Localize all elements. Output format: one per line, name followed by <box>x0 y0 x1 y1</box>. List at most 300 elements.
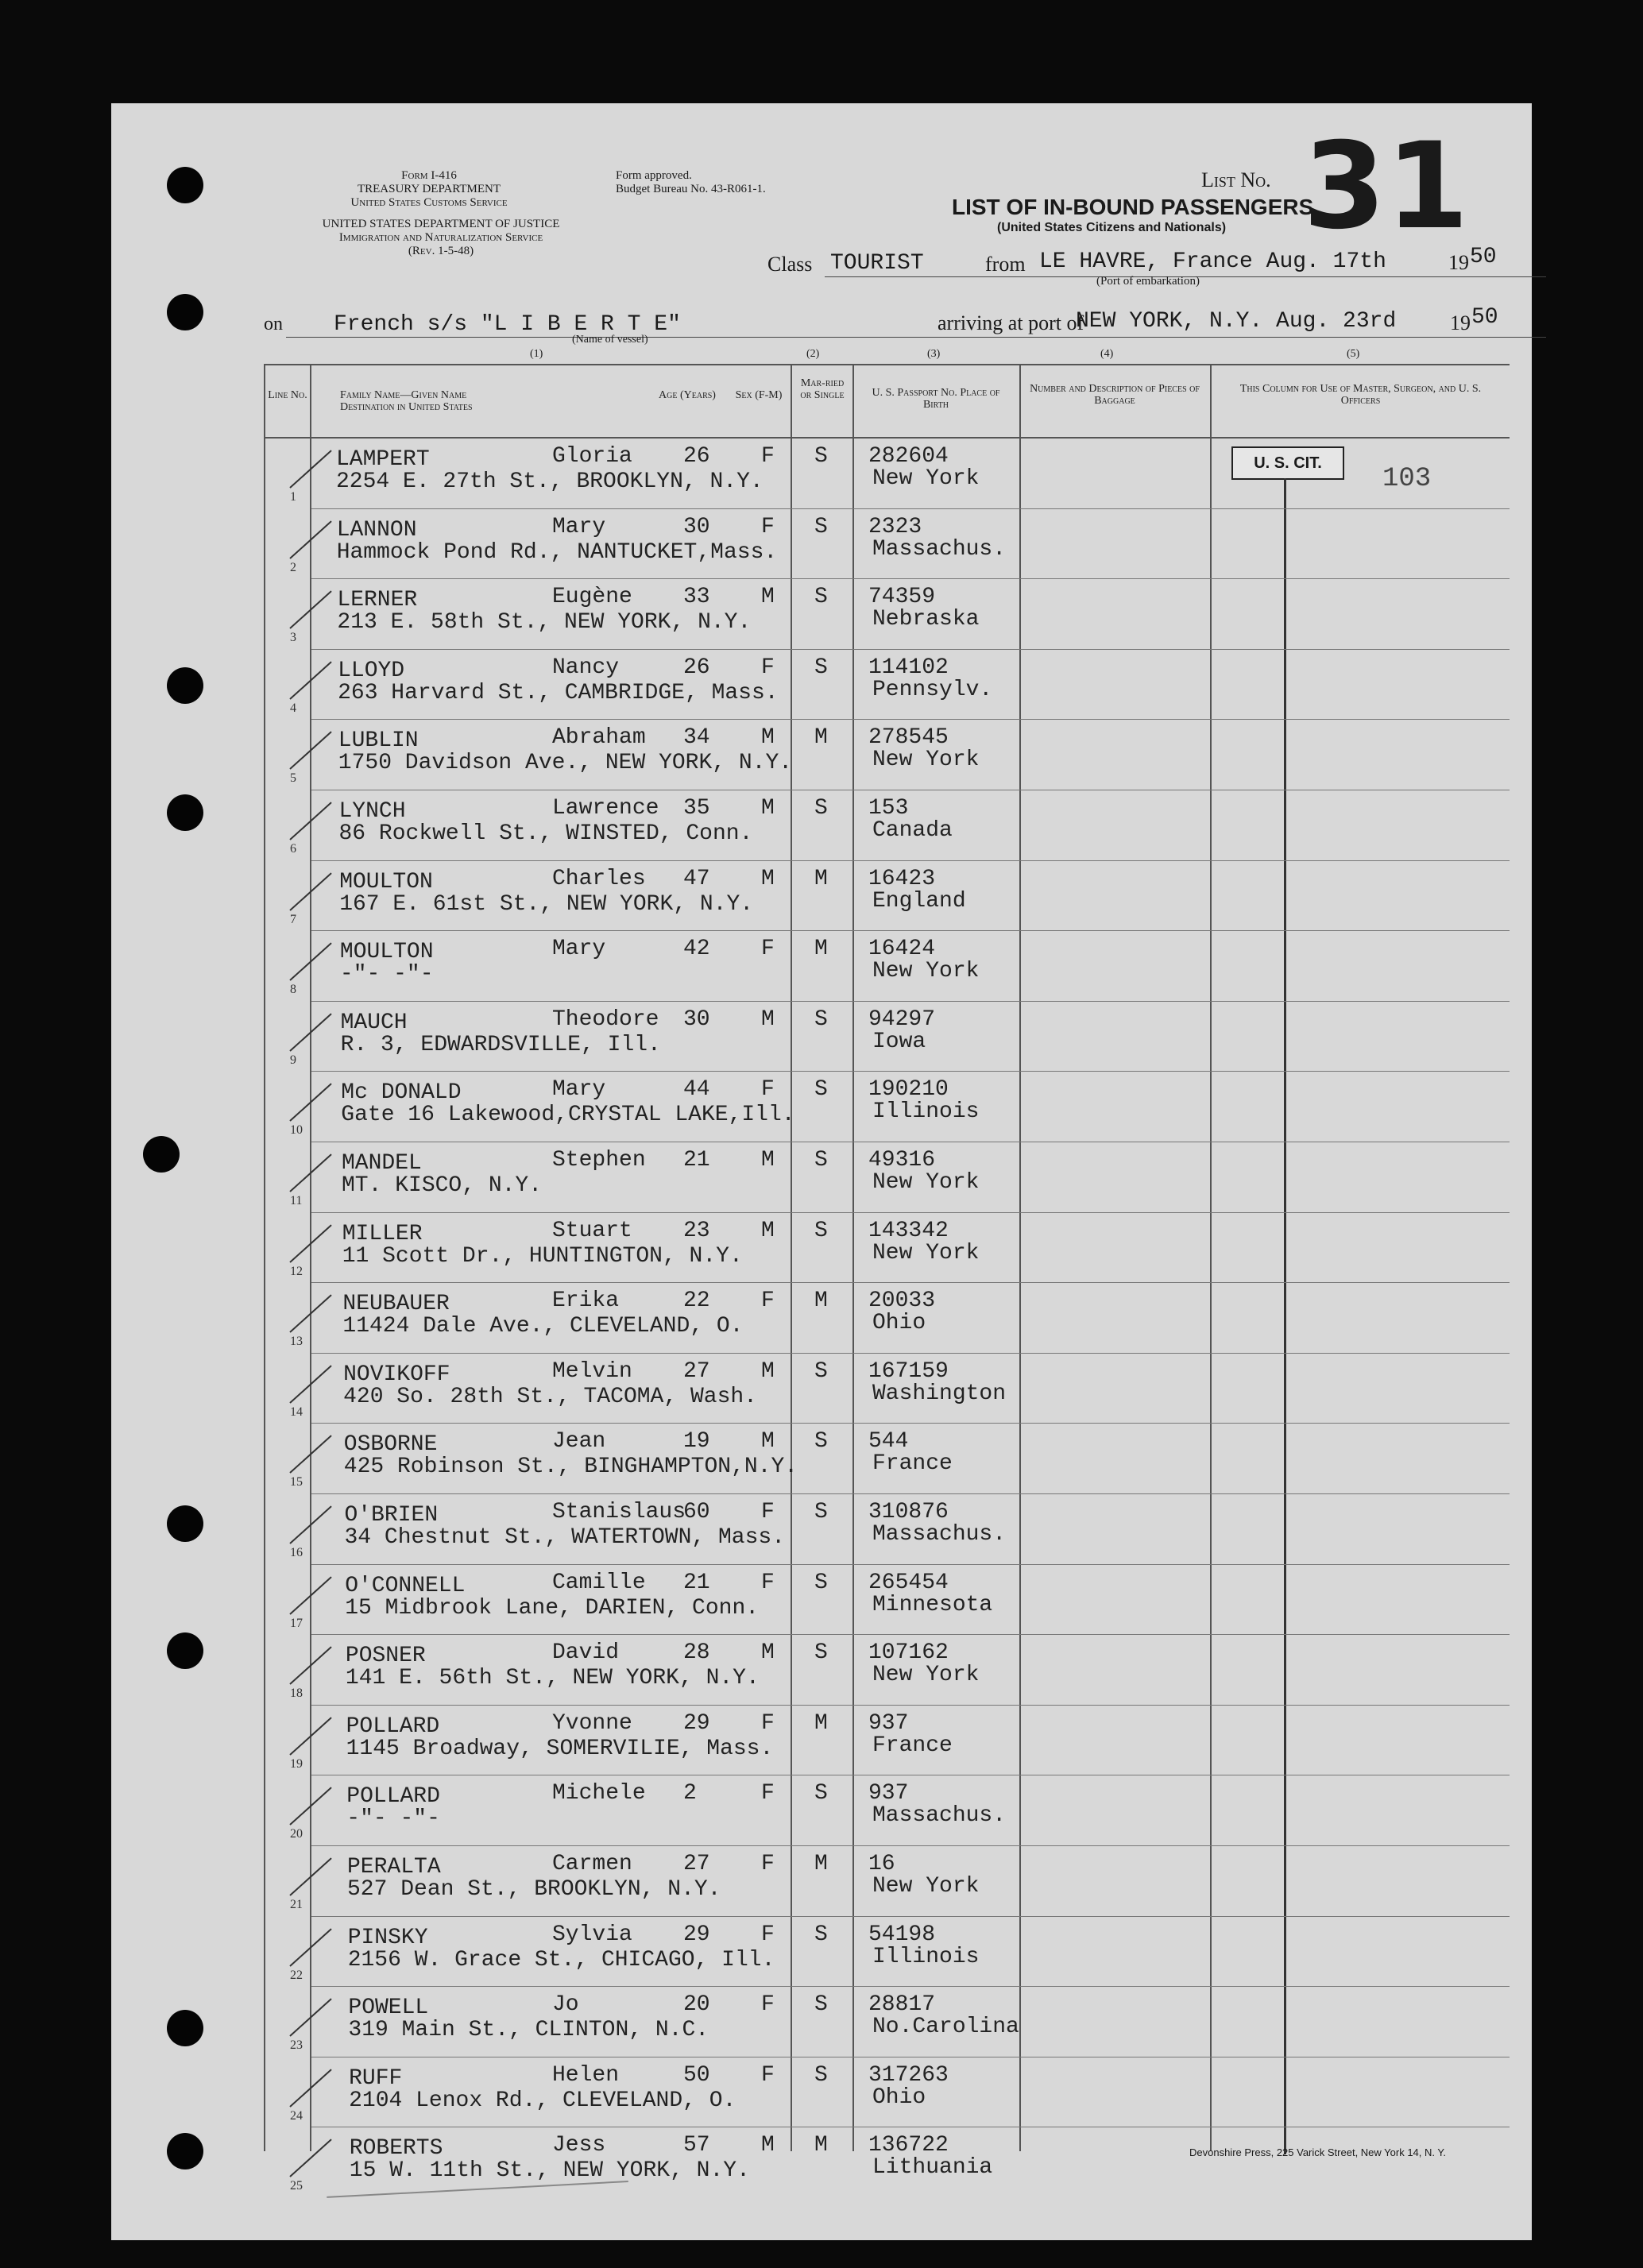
passenger-birthplace: New York <box>872 1170 980 1195</box>
passenger-family-name: Mc DONALD <box>341 1080 462 1106</box>
row-divider <box>311 1423 1510 1424</box>
passenger-birthplace: Ohio <box>872 1311 926 1336</box>
passenger-family-name: LAMPERT <box>336 447 430 472</box>
passenger-passport-no: 167159 <box>868 1358 949 1384</box>
passenger-passport-no: 153 <box>868 796 909 821</box>
line-number: 13 <box>290 1335 303 1349</box>
col-header-baggage: Number and Description of Pieces of Baggage <box>1030 383 1200 407</box>
passenger-destination: 213 E. 58th St., NEW YORK, N.Y. <box>337 610 752 636</box>
row-divider <box>311 1353 1510 1354</box>
line-number: 7 <box>290 912 296 926</box>
passenger-family-name: MAUCH <box>340 1010 408 1035</box>
from-label: from <box>985 253 1026 276</box>
col-header-line: Line No. <box>268 389 307 401</box>
passenger-given-name: Eugène <box>552 585 632 610</box>
form-number: Form I-416 <box>401 169 457 182</box>
passenger-given-name: Gloria <box>552 444 632 469</box>
passenger-family-name: POLLARD <box>346 1784 440 1810</box>
line-number: 10 <box>290 1123 303 1138</box>
passenger-marital-status: S <box>814 1570 828 1595</box>
passenger-passport-no: 16423 <box>868 866 936 891</box>
passenger-birthplace: New York <box>872 959 980 984</box>
passenger-destination: 2104 Lenox Rd., CLEVELAND, O. <box>349 2088 736 2113</box>
arrive-year-prefix: 19 <box>1450 311 1471 334</box>
row-divider <box>311 1282 1510 1283</box>
ins-label: Immigration and Naturalization Service <box>338 231 543 244</box>
passenger-family-name: RUFF <box>349 2065 403 2091</box>
passenger-family-name: LYNCH <box>338 799 406 824</box>
passenger-passport-no: 20033 <box>868 1289 936 1314</box>
punch-hole <box>167 167 203 203</box>
port-embarkation-label: (Port of embarkation) <box>1096 275 1200 288</box>
column-number-5: (5) <box>1347 348 1360 360</box>
passenger-age: 35 <box>683 796 710 821</box>
line-number: 9 <box>290 1053 296 1067</box>
passenger-age: 21 <box>683 1148 710 1173</box>
passenger-passport-no: 54198 <box>868 1922 936 1947</box>
passenger-passport-no: 190210 <box>868 1077 949 1103</box>
passenger-family-name: PERALTA <box>347 1855 441 1880</box>
passenger-birthplace: Illinois <box>872 1944 980 1969</box>
passenger-age: 27 <box>683 1358 710 1384</box>
passenger-marital-status: S <box>814 1781 828 1806</box>
passenger-marital-status: M <box>814 1710 828 1736</box>
passenger-family-name: LANNON <box>336 517 417 543</box>
line-number: 17 <box>290 1616 303 1630</box>
passenger-family-name: ROBERTS <box>349 2136 443 2162</box>
passenger-family-name: OSBORNE <box>343 1432 438 1458</box>
passenger-given-name: Nancy <box>552 655 620 680</box>
passenger-passport-no: 282604 <box>868 444 949 469</box>
from-value: LE HAVRE, France Aug. 17th <box>1039 249 1386 274</box>
passenger-family-name: LUBLIN <box>338 728 419 754</box>
passenger-sex: M <box>761 1006 775 1032</box>
from-year: 50 <box>1470 245 1497 269</box>
passenger-birthplace: Pennsylv. <box>872 677 993 702</box>
passenger-age: 44 <box>683 1077 710 1103</box>
passenger-passport-no: 265454 <box>868 1570 949 1595</box>
passenger-passport-no: 94297 <box>868 1006 936 1032</box>
line-number: 4 <box>290 701 296 715</box>
list-number: 31 <box>1303 118 1469 256</box>
form-approved <box>616 169 766 196</box>
passenger-marital-status: S <box>814 1148 828 1173</box>
passenger-age: 22 <box>683 1289 710 1314</box>
passenger-given-name: Carmen <box>552 1852 632 1876</box>
column-number-2: (2) <box>806 348 820 360</box>
line-number: 1 <box>290 490 296 504</box>
from-year-prefix: 19 <box>1448 251 1469 274</box>
row-divider <box>311 1493 1510 1494</box>
passenger-given-name: Camille <box>552 1570 646 1595</box>
passenger-destination: 2156 W. Grace St., CHICAGO, Ill. <box>347 1947 775 1972</box>
passenger-sex: F <box>761 1500 775 1524</box>
passenger-given-name: Mary <box>552 1077 606 1103</box>
arriving-label: arriving at port of <box>937 311 1084 334</box>
passenger-given-name: Helen <box>552 2062 620 2088</box>
passenger-sex: F <box>761 1710 775 1736</box>
line-number: 24 <box>290 2108 303 2123</box>
passenger-marital-status: S <box>814 514 828 539</box>
passenger-birthplace: Iowa <box>872 1029 926 1054</box>
row-divider <box>311 1001 1510 1002</box>
passenger-given-name: Lawrence <box>552 796 659 821</box>
passenger-marital-status: S <box>814 1429 828 1455</box>
list-title: LIST OF IN-BOUND PASSENGERS <box>952 195 1314 219</box>
passenger-destination: Gate 16 Lakewood,CRYSTAL LAKE,Ill. <box>341 1103 795 1128</box>
passenger-given-name: Stephen <box>552 1148 646 1173</box>
passenger-marital-status: S <box>814 796 828 821</box>
passenger-destination: Hammock Pond Rd., NANTUCKET,Mass. <box>336 539 778 565</box>
passenger-age: 21 <box>683 1570 710 1595</box>
passenger-passport-no: 74359 <box>868 585 936 610</box>
passenger-marital-status: S <box>814 2062 828 2088</box>
passenger-sex: F <box>761 1570 775 1595</box>
passenger-birthplace: Massachus. <box>872 536 1007 562</box>
passenger-sex: M <box>761 796 775 821</box>
punch-hole <box>143 1136 180 1173</box>
punch-hole <box>167 2133 203 2169</box>
passenger-destination: 319 Main St., CLINTON, N.C. <box>348 2018 709 2043</box>
passenger-birthplace: Lithuania <box>872 2155 993 2181</box>
line-number: 18 <box>290 1687 303 1701</box>
passenger-birthplace: New York <box>872 1874 980 1899</box>
passenger-family-name: POSNER <box>345 1644 426 1669</box>
passenger-passport-no: 317263 <box>868 2062 949 2088</box>
passenger-given-name: Jean <box>552 1429 606 1455</box>
passenger-age: 60 <box>683 1500 710 1524</box>
passenger-sex: M <box>761 866 775 891</box>
passenger-family-name: POLLARD <box>346 1714 440 1739</box>
row-divider <box>311 1564 1510 1565</box>
passenger-birthplace: Massachus. <box>872 1522 1007 1547</box>
passenger-given-name: Mary <box>552 937 606 962</box>
row-divider <box>311 1071 1510 1072</box>
passenger-age: 42 <box>683 937 710 962</box>
passenger-sex: F <box>761 1289 775 1314</box>
passenger-sex: F <box>761 937 775 962</box>
passenger-birthplace: France <box>872 1451 953 1477</box>
passenger-given-name: Jess <box>552 2133 606 2158</box>
passenger-family-name: NOVIKOFF <box>343 1362 450 1387</box>
column-number-1: (1) <box>530 348 543 360</box>
row-divider <box>311 1212 1510 1213</box>
row-divider <box>311 649 1510 650</box>
passenger-marital-status: M <box>814 725 828 751</box>
passenger-sex: M <box>761 1429 775 1455</box>
row-divider <box>311 1845 1510 1846</box>
list-subtitle: (United States Citizens and Nationals) <box>997 221 1227 234</box>
passenger-passport-no: 2323 <box>868 514 922 539</box>
passenger-age: 47 <box>683 866 710 891</box>
passenger-marital-status: S <box>814 1992 828 2018</box>
passenger-passport-no: 49316 <box>868 1148 936 1173</box>
passenger-passport-no: 114102 <box>868 655 949 680</box>
vessel-name: French s/s "L I B E R T E" <box>334 312 681 337</box>
passenger-age: 2 <box>683 1781 697 1806</box>
punch-hole <box>167 294 203 330</box>
passenger-age: 50 <box>683 2062 710 2088</box>
justice-label: UNITED STATES DEPARTMENT OF JUSTICE <box>322 218 560 230</box>
passenger-given-name: Jo <box>552 1992 579 2018</box>
passenger-birthplace: England <box>872 888 966 914</box>
passenger-passport-no: 544 <box>868 1429 909 1455</box>
passenger-marital-status: S <box>814 585 828 610</box>
passenger-sex: M <box>761 725 775 751</box>
passenger-given-name: Stuart <box>552 1218 632 1243</box>
passenger-marital-status: M <box>814 1852 828 1876</box>
passenger-birthplace: Washington <box>872 1381 1007 1406</box>
punch-hole <box>167 1505 203 1542</box>
col-header-married: Mar-ried or Single <box>800 377 845 401</box>
passenger-birthplace: Ohio <box>872 2084 926 2110</box>
line-number: 20 <box>290 1827 303 1841</box>
passenger-marital-status: M <box>814 2133 828 2158</box>
passenger-given-name: Abraham <box>552 725 646 751</box>
manifest-page <box>111 103 1532 2240</box>
punch-hole <box>167 667 203 704</box>
col-header-officers: This Column for Use of Master, Surgeon, and U. S. Officers <box>1239 383 1482 407</box>
us-citizen-stamp-text: U. S. CIT. <box>1254 454 1322 472</box>
line-number: 14 <box>290 1404 303 1419</box>
passenger-destination: 425 Robinson St., BINGHAMPTON,N.Y. <box>343 1455 798 1480</box>
line-number: 19 <box>290 1756 303 1771</box>
punch-hole <box>167 1632 203 1669</box>
passenger-destination: R. 3, EDWARDSVILLE, Ill. <box>340 1032 661 1057</box>
passenger-destination: 141 E. 56th St., NEW YORK, N.Y. <box>345 1666 760 1691</box>
passenger-passport-no: 937 <box>868 1710 909 1736</box>
passenger-passport-no: 136722 <box>868 2133 949 2158</box>
passenger-marital-status: S <box>814 1218 828 1243</box>
line-number: 16 <box>290 1546 303 1559</box>
passenger-given-name: Sylvia <box>552 1922 632 1947</box>
passenger-destination: -"- -"- <box>346 1806 440 1832</box>
passenger-destination: 86 Rockwell St., WINSTED, Conn. <box>338 821 753 846</box>
passenger-destination: 15 Midbrook Lane, DARIEN, Conn. <box>345 1595 760 1621</box>
passenger-sex: F <box>761 1922 775 1947</box>
passenger-given-name: Erika <box>552 1289 620 1314</box>
passenger-age: 33 <box>683 585 710 610</box>
class-value: TOURIST <box>830 251 924 276</box>
row-divider <box>311 508 1510 509</box>
passenger-sex: F <box>761 655 775 680</box>
column-number-3: (3) <box>927 348 941 360</box>
passenger-sex: F <box>761 1992 775 2018</box>
passenger-marital-status: S <box>814 655 828 680</box>
passenger-destination: 527 Dean St., BROOKLYN, N.Y. <box>347 1877 721 1902</box>
passenger-family-name: MOULTON <box>339 869 433 894</box>
passenger-family-name: LLOYD <box>338 658 405 683</box>
passenger-birthplace: No.Carolina <box>872 2015 1019 2040</box>
line-number: 6 <box>290 842 296 856</box>
line-number: 15 <box>290 1475 303 1489</box>
col-header-age: Age (Years) <box>659 389 716 401</box>
justice-header <box>266 218 616 258</box>
passenger-sex: F <box>761 1077 775 1103</box>
passenger-birthplace: New York <box>872 1663 980 1688</box>
passenger-marital-status: S <box>814 1640 828 1666</box>
line-number: 23 <box>290 2038 303 2053</box>
passenger-age: 27 <box>683 1852 710 1876</box>
line-number: 3 <box>290 631 296 645</box>
passenger-marital-status: M <box>814 1289 828 1314</box>
passenger-sex: M <box>761 1148 775 1173</box>
arriving-value: NEW YORK, N.Y. Aug. 23rd <box>1076 309 1397 334</box>
column-number-4: (4) <box>1100 348 1114 360</box>
passenger-passport-no: 16 <box>868 1852 895 1876</box>
passenger-age: 26 <box>683 444 710 469</box>
passenger-family-name: PINSKY <box>347 1925 428 1950</box>
passenger-birthplace: Canada <box>872 818 953 843</box>
passenger-birthplace: Minnesota <box>872 1592 993 1617</box>
passenger-destination: 2254 E. 27th St., BROOKLYN, N.Y. <box>336 469 764 494</box>
passenger-marital-status: S <box>814 1358 828 1384</box>
passenger-age: 57 <box>683 2133 710 2158</box>
stamp-count: 103 <box>1382 464 1432 494</box>
passenger-destination: 11424 Dale Ave., CLEVELAND, O. <box>342 1314 744 1339</box>
passenger-passport-no: 143342 <box>868 1218 949 1243</box>
passenger-birthplace: New York <box>872 1240 980 1265</box>
passenger-given-name: Stanislaus <box>552 1500 686 1524</box>
passenger-age: 23 <box>683 1218 710 1243</box>
passenger-destination: 420 So. 28th St., TACOMA, Wash. <box>343 1384 757 1409</box>
passenger-sex: M <box>761 585 775 610</box>
passenger-birthplace: New York <box>872 748 980 773</box>
passenger-birthplace: New York <box>872 466 980 491</box>
passenger-destination: -"- -"- <box>339 962 434 987</box>
punch-hole <box>167 794 203 831</box>
line-number: 8 <box>290 983 296 997</box>
passenger-destination: MT. KISCO, N.Y. <box>342 1173 543 1198</box>
revision-label: (Rev. 1-5-48) <box>408 245 474 257</box>
passenger-given-name: Charles <box>552 866 646 891</box>
passenger-given-name: Michele <box>552 1781 646 1806</box>
passenger-destination: 263 Harvard St., CAMBRIDGE, Mass. <box>338 680 779 705</box>
passenger-sex: M <box>761 1218 775 1243</box>
row-divider <box>311 1634 1510 1635</box>
treasury-label: TREASURY DEPARTMENT <box>357 183 501 195</box>
stamp-line <box>1284 478 1286 2154</box>
passenger-given-name: Theodore <box>552 1006 659 1032</box>
passenger-family-name: MILLER <box>342 1221 423 1246</box>
col-header-passport: U. S. Passport No. Place of Birth <box>872 387 1000 411</box>
passenger-marital-status: S <box>814 1500 828 1524</box>
passenger-family-name: POWELL <box>348 1996 429 2021</box>
passenger-family-name: NEUBAUER <box>342 1292 450 1317</box>
passenger-passport-no: 310876 <box>868 1500 949 1524</box>
passenger-age: 29 <box>683 1922 710 1947</box>
line-number: 2 <box>290 560 296 574</box>
line-number: 25 <box>290 2179 303 2193</box>
passenger-destination: 11 Scott Dr., HUNTINGTON, N.Y. <box>342 1243 743 1269</box>
passenger-destination: 15 W. 11th St., NEW YORK, N.Y. <box>349 2158 750 2184</box>
class-label: Class <box>767 253 813 276</box>
passenger-marital-status: M <box>814 937 828 962</box>
line-number: 22 <box>290 1968 303 1982</box>
passenger-age: 26 <box>683 655 710 680</box>
passenger-destination: 34 Chestnut St., WATERTOWN, Mass. <box>344 1525 785 1550</box>
col-header-sex: Sex (F-M) <box>735 389 783 401</box>
passenger-sex: F <box>761 1781 775 1806</box>
approved-label: Form approved. <box>616 169 692 182</box>
arrive-year: 50 <box>1471 305 1498 330</box>
passenger-age: 28 <box>683 1640 710 1666</box>
passenger-passport-no: 278545 <box>868 725 949 751</box>
passenger-sex: M <box>761 1358 775 1384</box>
passenger-age: 29 <box>683 1710 710 1736</box>
passenger-destination: 1145 Broadway, SOMERVILIE, Mass. <box>346 1736 774 1761</box>
passenger-passport-no: 107162 <box>868 1640 949 1666</box>
passenger-given-name: David <box>552 1640 620 1666</box>
passenger-age: 34 <box>683 725 710 751</box>
passenger-passport-no: 16424 <box>868 937 936 962</box>
passenger-family-name: O'BRIEN <box>344 1503 439 1528</box>
vessel-label: (Name of vessel) <box>572 334 648 346</box>
form-header-left <box>326 169 532 210</box>
passenger-birthplace: Nebraska <box>872 607 980 632</box>
passenger-age: 20 <box>683 1992 710 2018</box>
line-number: 11 <box>290 1194 303 1207</box>
line-number: 5 <box>290 771 296 786</box>
passenger-marital-status: S <box>814 1922 828 1947</box>
passenger-given-name: Melvin <box>552 1358 632 1384</box>
passenger-sex: F <box>761 2062 775 2088</box>
passenger-family-name: MANDEL <box>342 1151 422 1176</box>
row-divider <box>311 719 1510 720</box>
passenger-sex: F <box>761 1852 775 1876</box>
passenger-given-name: Mary <box>552 514 606 539</box>
line-number: 12 <box>290 1264 303 1278</box>
passenger-marital-status: S <box>814 1077 828 1103</box>
on-label: on <box>264 314 283 334</box>
col-header-name: Family Name—Given Name Destination in United States <box>340 389 473 413</box>
row-divider <box>311 1705 1510 1706</box>
passenger-sex: F <box>761 444 775 469</box>
passenger-marital-status: S <box>814 444 828 469</box>
row-divider <box>311 1916 1510 1917</box>
line-number: 21 <box>290 1898 303 1911</box>
passenger-family-name: O'CONNELL <box>345 1573 466 1598</box>
passenger-passport-no: 28817 <box>868 1992 936 2018</box>
passenger-sex: F <box>761 514 775 539</box>
list-no-label: List No. <box>1201 168 1271 191</box>
passenger-marital-status: S <box>814 1006 828 1032</box>
passenger-age: 30 <box>683 514 710 539</box>
passenger-family-name: LERNER <box>337 588 418 613</box>
row-divider <box>311 860 1510 861</box>
passenger-destination: 1750 Davidson Ave., NEW YORK, N.Y. <box>338 751 793 776</box>
passenger-age: 30 <box>683 1006 710 1032</box>
passenger-given-name: Yvonne <box>552 1710 632 1736</box>
printer-credit: Devonshire Press, 225 Varick Street, New York 14, N. Y. <box>1189 2146 1446 2158</box>
passenger-marital-status: M <box>814 866 828 891</box>
passenger-passport-no: 937 <box>868 1781 909 1806</box>
row-divider <box>311 930 1510 931</box>
passenger-sex: M <box>761 1640 775 1666</box>
passenger-family-name: MOULTON <box>339 940 434 965</box>
passenger-destination: 167 E. 61st St., NEW YORK, N.Y. <box>339 891 754 917</box>
passenger-birthplace: France <box>872 1733 953 1758</box>
budget-label: Budget Bureau No. 43-R061-1. <box>616 183 766 195</box>
passenger-age: 19 <box>683 1429 710 1455</box>
passenger-birthplace: Illinois <box>872 1099 980 1125</box>
passenger-birthplace: Massachus. <box>872 1803 1007 1829</box>
customs-label: United States Customs Service <box>350 196 508 209</box>
us-citizen-stamp <box>1231 446 1344 480</box>
row-divider <box>311 1986 1510 1987</box>
punch-hole <box>167 2010 203 2046</box>
row-divider <box>311 578 1510 579</box>
